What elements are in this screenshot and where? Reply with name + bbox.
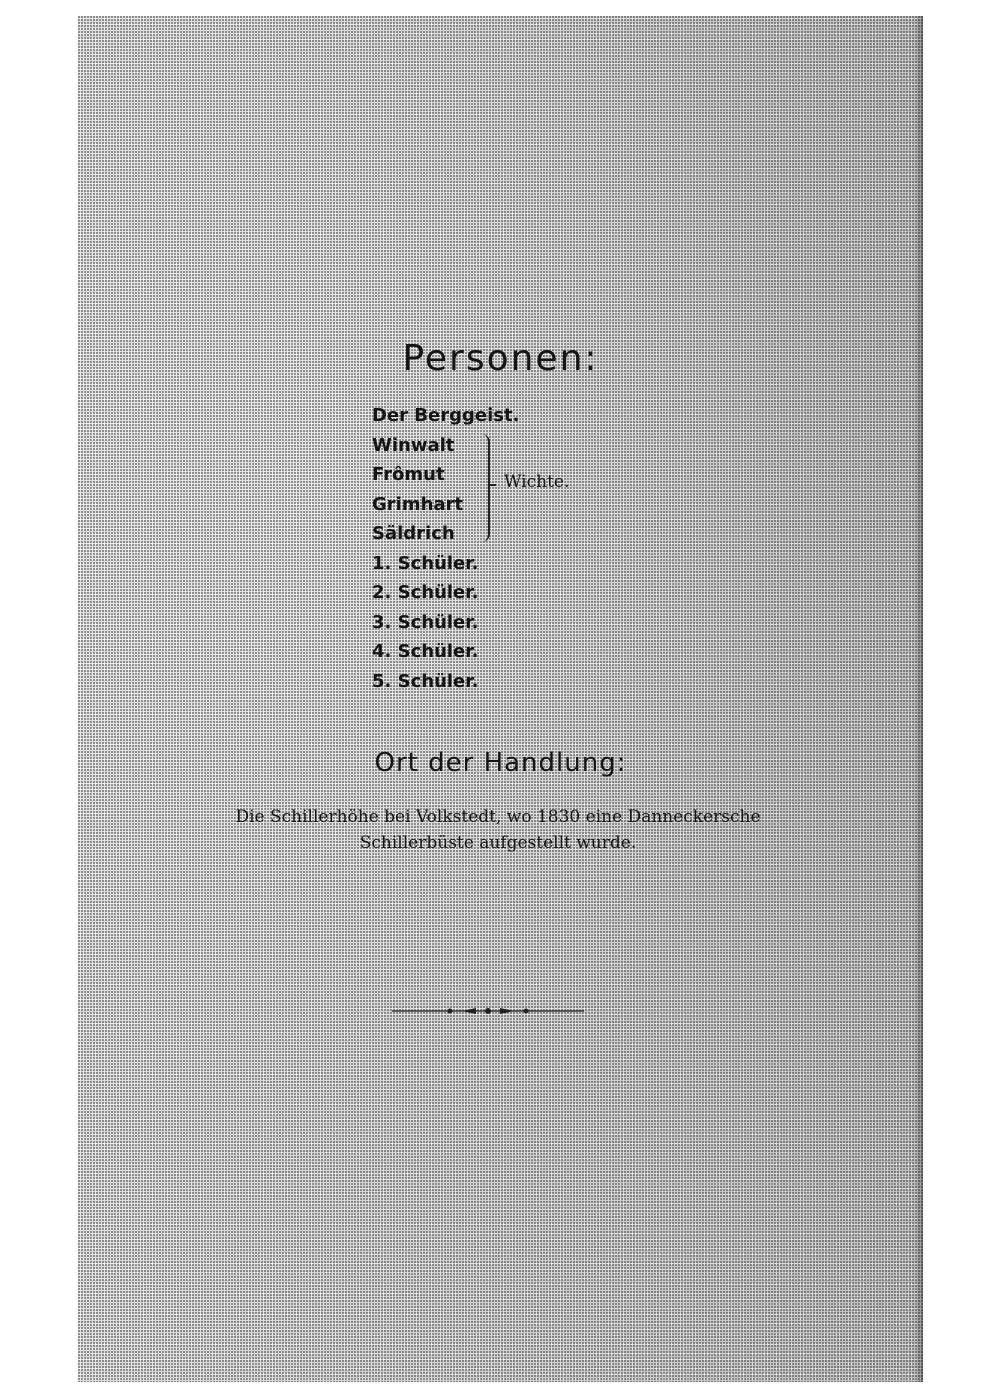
page-sheet (78, 16, 923, 1382)
cast-item: 3. Schüler. (372, 611, 479, 633)
cast-item: Säldrich (372, 523, 455, 544)
ornament-divider (392, 1006, 584, 1016)
cast-heading: Personen: (402, 338, 599, 379)
group-label: Wichte. (504, 472, 570, 492)
cast-item: 4. Schüler. (372, 641, 479, 662)
group-brace (476, 434, 490, 542)
cast-item: Winwalt (372, 434, 455, 456)
location-line: Schillerbüste aufgestellt wurde. (359, 833, 637, 853)
cast-item: Frômut (372, 464, 445, 485)
group-brace-tip (488, 484, 496, 486)
page-edge-shadow (915, 16, 923, 1382)
cast-item: Grimhart (372, 493, 464, 515)
cast-list (372, 401, 519, 696)
location-heading: Ort der Handlung: (374, 748, 627, 778)
cast-item: 2. Schüler. (372, 582, 479, 603)
cast-item: 5. Schüler. (372, 670, 479, 692)
location-line: Die Schillerhöhe bei Volkstedt, wo 1830 eine Danneckersche (235, 807, 761, 827)
location-text (198, 804, 798, 856)
cast-item: 1. Schüler. (372, 552, 479, 574)
cast-item: Der Berggeist. (372, 405, 520, 426)
